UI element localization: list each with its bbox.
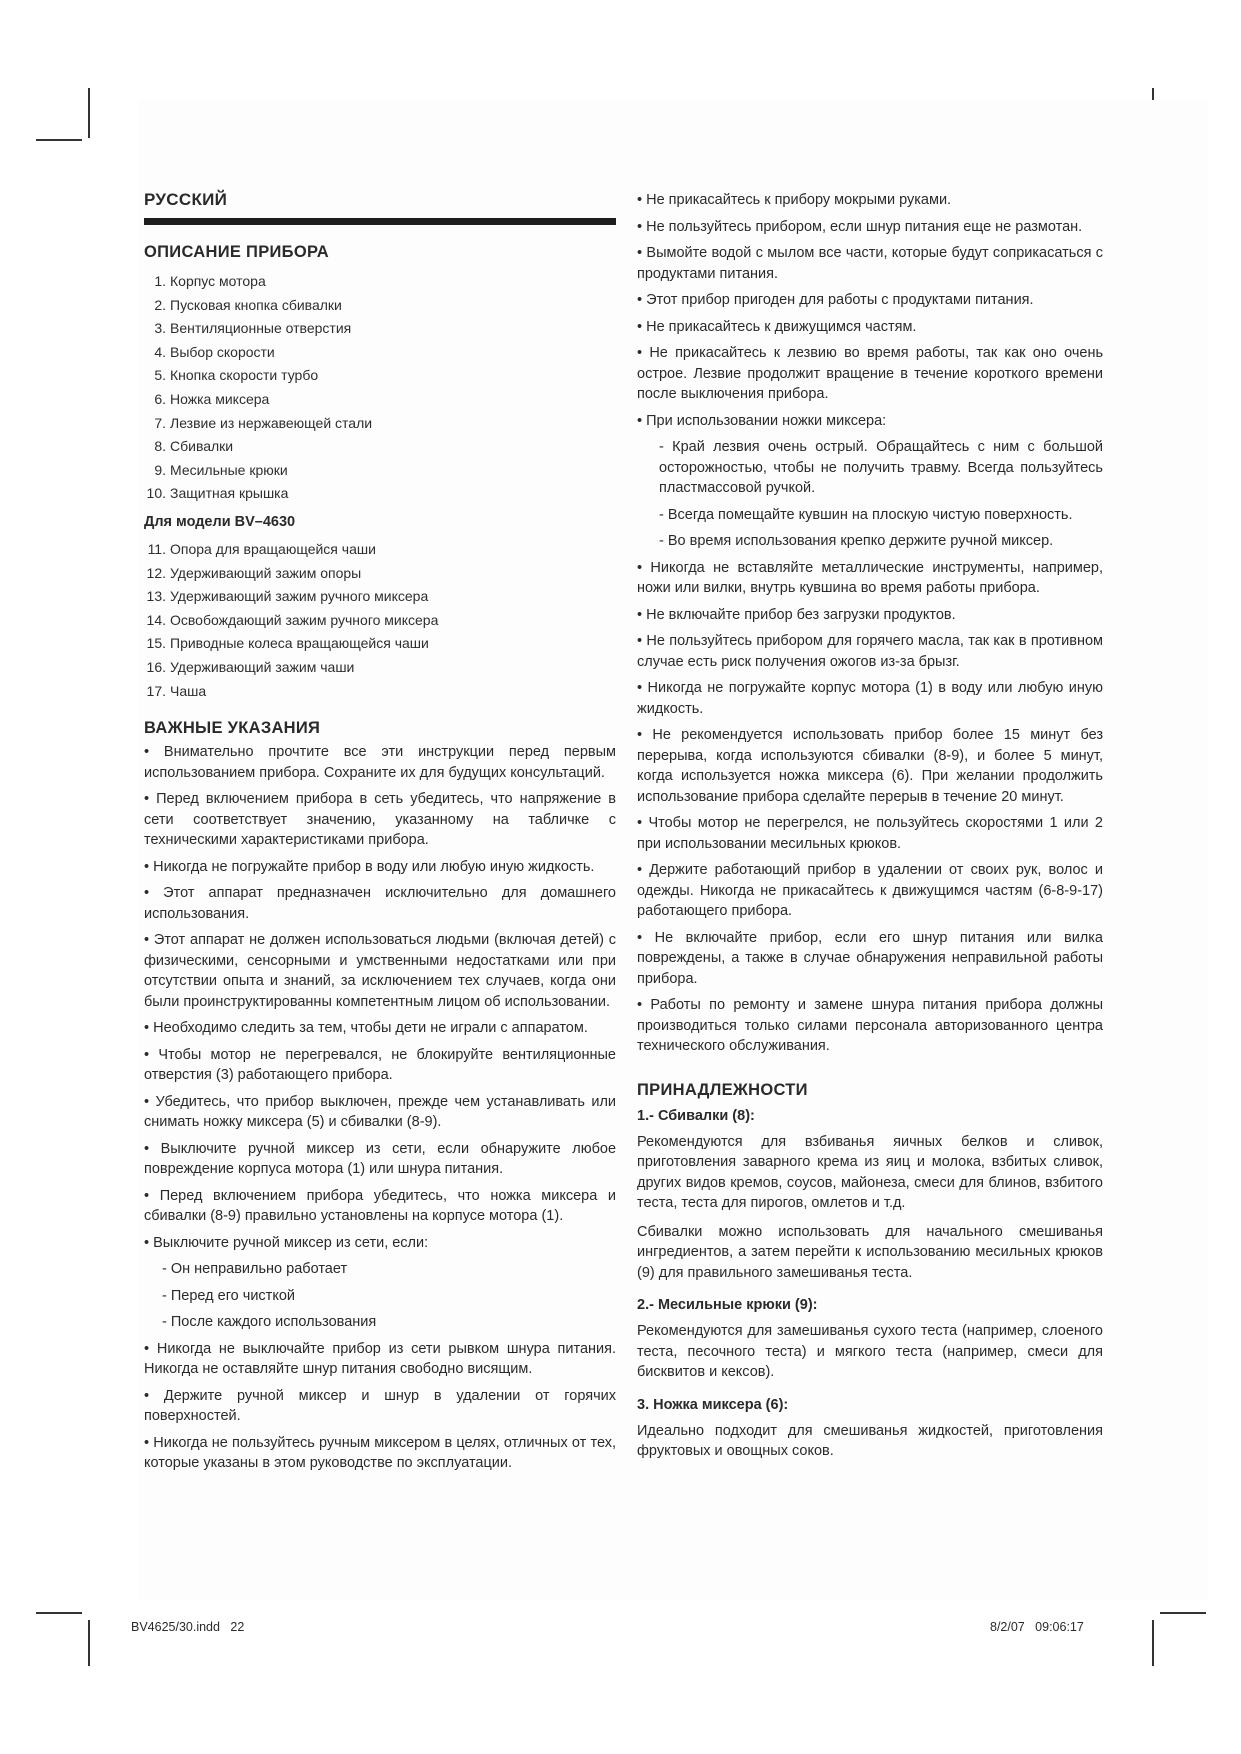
item-number: 5. (154, 367, 166, 384)
safety-bullet: • Этот аппарат предназначен исключительно для домашнего использования. (144, 883, 616, 924)
crop-mark (36, 139, 82, 141)
item-label: Выбор скорости (170, 343, 275, 360)
safety-bullet: • Держите работающий прибор в удалении от своих рук, волос и одежды. Никогда не прикасайтесь к движущимся частям (6-8-9-17) работающего прибора. (637, 860, 1103, 922)
safety-bullet: • Не пользуйтесь прибором для горячего масла, так как в противном случае есть риск получения ожогов из-за брызг. (637, 631, 1103, 672)
item-number: 16. (146, 658, 166, 675)
item-number: 10. (146, 485, 166, 502)
crop-mark (36, 1612, 82, 1614)
accessories-list (637, 1108, 1103, 1462)
safety-bullet: • Никогда не пользуйтесь ручным миксером в целях, отличных от тех, которые указаны в этом руководстве по эксплуатации. (144, 1433, 616, 1474)
item-number: 15. (146, 635, 166, 652)
list-item (144, 435, 616, 459)
blender-case: - Во время использования крепко держите ручной миксер. (659, 533, 1054, 549)
item-label: Удерживающий зажим ручного миксера (170, 588, 429, 605)
list-item (144, 294, 616, 318)
item-label: Удерживающий зажим опоры (170, 564, 362, 581)
footer-file: BV4625/30.indd 22 (131, 1620, 245, 1634)
unplug-case: - Он неправильно работает (162, 1261, 348, 1278)
crop-mark (88, 1620, 90, 1666)
accessories-heading: ПРИНАДЛЕЖНОСТИ (637, 1080, 808, 1099)
safety-left-tail-list (144, 1339, 616, 1474)
model-parts-list (144, 538, 616, 703)
safety-bullet: • Работы по ремонту и замене шнура питания прибора должны производиться только силами персонала авторизованного центра технического обслуживания. (637, 995, 1103, 1057)
list-item (144, 680, 616, 704)
accessory-heading: 3. Ножка миксера (6): (637, 1396, 789, 1413)
list-item (144, 412, 616, 436)
list-item (144, 270, 616, 294)
safety-left-list (144, 742, 616, 1253)
list-item (144, 632, 616, 656)
list-item (144, 388, 616, 412)
description-heading: ОПИСАНИЕ ПРИБОРА (144, 243, 330, 261)
safety-bullet: • Перед включением прибора в сеть убедитесь, что напряжение в сети соответствует значению, указанному на табличке с техническими характеристиками прибора. (144, 789, 616, 851)
list-item (144, 341, 616, 365)
item-number: 13. (146, 588, 166, 605)
blender-case: - Край лезвия очень острый. Обращайтесь с ним с большой осторожностью, чтобы не получить травму. Всегда пользуйтесь пластмассовой ручкой. (659, 439, 1103, 496)
item-label: Месильные крюки (170, 461, 288, 478)
item-number: 6. (154, 390, 166, 407)
item-label: Корпус мотора (170, 273, 266, 289)
footer-timestamp: 8/2/07 09:06:17 (990, 1620, 1084, 1634)
safety-bullet: • Никогда не вставляйте металлические инструменты, например, ножи или вилки, внутрь кувшина во время работы прибора. (637, 558, 1103, 599)
item-number: 14. (146, 611, 166, 628)
safety-bullet: • При использовании ножки миксера: (637, 411, 1103, 432)
left-column (144, 190, 616, 1480)
crop-mark (1152, 1620, 1154, 1666)
item-label: Освобождающий зажим ручного миксера (170, 611, 439, 628)
safety-bullet: • Вымойте водой с мылом все части, которые будут соприкасаться с продуктами питания. (637, 243, 1103, 284)
safety-bullet: • Внимательно прочтите все эти инструкции перед первым использованием прибора. Сохраните их для будущих консультаций. (144, 742, 616, 783)
list-item (144, 538, 616, 562)
item-label: Пусковая кнопка сбивалки (170, 296, 342, 313)
list-item (144, 562, 616, 586)
item-number: 11. (147, 540, 166, 557)
list-item (144, 317, 616, 341)
safety-bullet: • Не прикасайтесь к прибору мокрыми руками. (637, 190, 1103, 211)
safety-bullet: • Выключите ручной миксер из сети, если обнаружите любое повреждение корпуса мотора (1) или шнура питания. (144, 1139, 616, 1180)
list-item (144, 459, 616, 483)
safety-bullet: • Не рекомендуется использовать прибор более 15 минут без перерыва, когда используются сбивалки (8-9), и более 5 минут, когда используется ножка миксера (6). При желании продолжить использование прибора сделайте перерыв в течение 20 минут. (637, 725, 1103, 807)
item-label: Сбивалки (170, 438, 234, 455)
blender-case: - Всегда помещайте кувшин на плоскую чистую поверхность. (659, 506, 1073, 523)
item-number: 7. (154, 414, 166, 431)
item-number: 1. (154, 273, 166, 289)
safety-bullet: • Не пользуйтесь прибором, если шнур питания еще не размотан. (637, 217, 1103, 238)
item-label: Удерживающий зажим чаши (170, 658, 355, 675)
unplug-case: - Перед его чисткой (162, 1287, 295, 1304)
safety-bullet: • Этот прибор пригоден для работы с продуктами питания. (637, 290, 1103, 311)
list-item (144, 656, 616, 680)
safety-bullet: • Необходимо следить за тем, чтобы дети не играли с аппаратом. (144, 1018, 616, 1039)
item-label: Опора для вращающейся чаши (170, 540, 376, 557)
list-item (144, 482, 616, 506)
accessory-paragraph: Идеально подходит для смешиванья жидкостей, приготовления фруктовых и овощных соков. (637, 1422, 1103, 1459)
item-number: 8. (154, 438, 166, 455)
safety-right-tail-list (637, 558, 1103, 1057)
item-number: 9. (154, 461, 166, 478)
safety-bullet: • Не прикасайтесь к движущимся частям. (637, 317, 1103, 338)
unplug-case: - После каждого использования (162, 1314, 377, 1331)
safety-heading: ВАЖНЫЕ УКАЗАНИЯ (144, 719, 321, 738)
item-label: Ножка миксера (170, 390, 270, 407)
list-item (144, 364, 616, 388)
safety-bullet: • Никогда не выключайте прибор из сети рывком шнура питания. Никогда не оставляйте шнур питания свободно висящим. (144, 1339, 616, 1380)
safety-bullet: • Выключите ручной миксер из сети, если: (144, 1233, 616, 1254)
model-heading: Для модели BV–4630 (144, 513, 296, 530)
blender-cases-list (637, 437, 1103, 552)
safety-bullet: • Чтобы мотор не перегревался, не блокируйте вентиляционные отверстия (3) работающего прибора. (144, 1045, 616, 1086)
safety-bullet: • Никогда не погружайте корпус мотора (1) в воду или любую иную жидкость. (637, 678, 1103, 719)
accessory-paragraph: Рекомендуются для взбиванья яичных белков и сливок, приготовления заварного крема из яиц и молока, взбитых сливок, других видов кремов, соусов, майонеза, смеси для блинов, взбитого теста, теста для пирогов, омлетов и т.д. (637, 1133, 1103, 1211)
item-label: Вентиляционные отверстия (170, 320, 352, 337)
item-label: Кнопка скорости турбо (170, 367, 319, 384)
unplug-cases-list (144, 1259, 616, 1333)
right-column (637, 190, 1103, 1470)
safety-bullet: • Никогда не погружайте прибор в воду или любую иную жидкость. (144, 857, 616, 878)
safety-bullet: • Держите ручной миксер и шнур в удалении от горячих поверхностей. (144, 1386, 616, 1427)
item-number: 2. (154, 296, 166, 313)
list-item (144, 609, 616, 633)
safety-bullet: • Чтобы мотор не перегрелся, не пользуйтесь скоростями 1 или 2 при использовании месильных крюков. (637, 813, 1103, 854)
crop-mark (1160, 1612, 1206, 1614)
item-number: 4. (154, 343, 166, 360)
safety-bullet: • Этот аппарат не должен использоваться людьми (включая детей) с физическими, сенсорными и умственными недостатками или при отсутствии опыта и знаний, за исключением тех случаев, когда они были проинструктированны компетентным лицом об использовании. (144, 930, 616, 1012)
accessory-heading: 2.- Месильные крюки (9): (637, 1297, 818, 1313)
item-number: 12. (146, 564, 166, 581)
item-label: Чаша (170, 682, 207, 699)
item-label: Приводные колеса вращающейся чаши (170, 635, 429, 652)
accessory-heading: 1.- Сбивалки (8): (637, 1107, 755, 1124)
safety-bullet: • Не включайте прибор без загрузки продуктов. (637, 605, 1103, 626)
safety-bullet: • Перед включением прибора убедитесь, что ножка миксера и сбивалки (8-9) правильно установлены на корпусе мотора (1). (144, 1186, 616, 1227)
language-heading: РУССКИЙ (144, 190, 616, 225)
safety-bullet: • Убедитесь, что прибор выключен, прежде чем устанавливать или снимать ножку миксера (5) и сбивалки (8-9). (144, 1092, 616, 1133)
crop-mark (88, 88, 90, 138)
parts-list (144, 270, 616, 506)
item-label: Лезвие из нержавеющей стали (170, 414, 373, 431)
safety-bullet: • Не включайте прибор, если его шнур питания или вилка повреждены, а также в случае обнаружения неправильной работы прибора. (637, 928, 1103, 990)
accessory-paragraph: Сбивалки можно использовать для начального смешиванья ингредиентов, а затем перейти к использованию месильных крюков (9) для правильного замешиванья теста. (637, 1223, 1103, 1281)
list-item (144, 585, 616, 609)
safety-right-list (637, 190, 1103, 431)
item-number: 3. (154, 320, 166, 337)
safety-bullet: • Не прикасайтесь к лезвию во время работы, так как оно очень острое. Лезвие продолжит вращение в течение короткого времени после выключения прибора. (637, 343, 1103, 405)
item-label: Защитная крышка (170, 485, 289, 502)
item-number: 17. (146, 682, 166, 699)
accessory-paragraph: Рекомендуются для замешиванья сухого теста (например, слоеного теста, песочного теста) и мягкого теста (например, смеси для бисквитов и кексов). (637, 1323, 1103, 1380)
